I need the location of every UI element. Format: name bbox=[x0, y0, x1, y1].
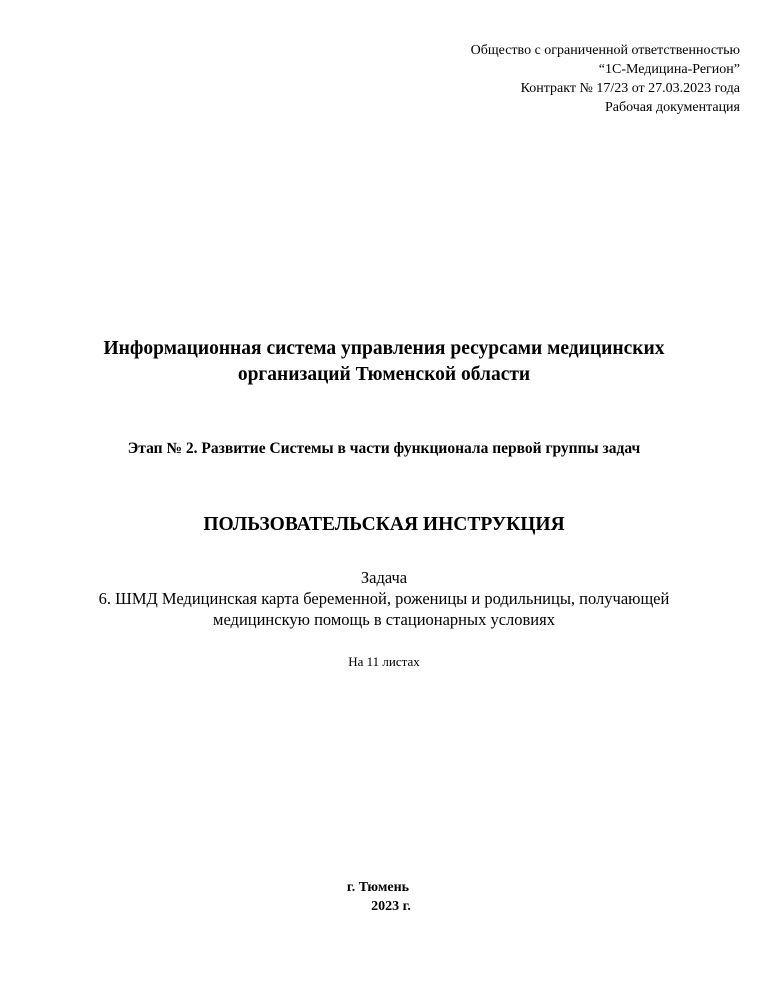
doc-kind: Рабочая документация bbox=[605, 100, 740, 115]
header-block bbox=[471, 41, 740, 117]
system-title bbox=[0, 336, 768, 388]
task-line-2: медицинскую помощь в стационарных условиях bbox=[213, 610, 555, 629]
task-line-1: 6. ШМД Медицинская карта беременной, роженицы и родильницы, получающей bbox=[98, 589, 670, 608]
document-type-heading: ПОЛЬЗОВАТЕЛЬСКАЯ ИНСТРУКЦИЯ bbox=[203, 514, 565, 535]
stage-title: Этап № 2. Развитие Системы в части функционала первой группы задач bbox=[127, 440, 641, 457]
task-label: Задача bbox=[360, 568, 408, 587]
footer-block bbox=[0, 878, 768, 916]
system-title-line-2: организаций Тюменской области bbox=[237, 364, 531, 385]
footer-year: 2023 г. bbox=[371, 899, 411, 914]
sheet-count: На 11 листах bbox=[348, 654, 420, 669]
company-name: “1С-Медицина-Регион” bbox=[598, 62, 740, 77]
system-title-line-1: Информационная система управления ресурсами медицинских bbox=[103, 338, 665, 359]
footer-city: г. Тюмень bbox=[346, 880, 410, 895]
task-block bbox=[0, 567, 768, 630]
contract-line: Контракт № 17/23 от 27.03.2023 года bbox=[520, 81, 740, 96]
organization-line: Общество с ограниченной ответственностью bbox=[470, 43, 740, 58]
